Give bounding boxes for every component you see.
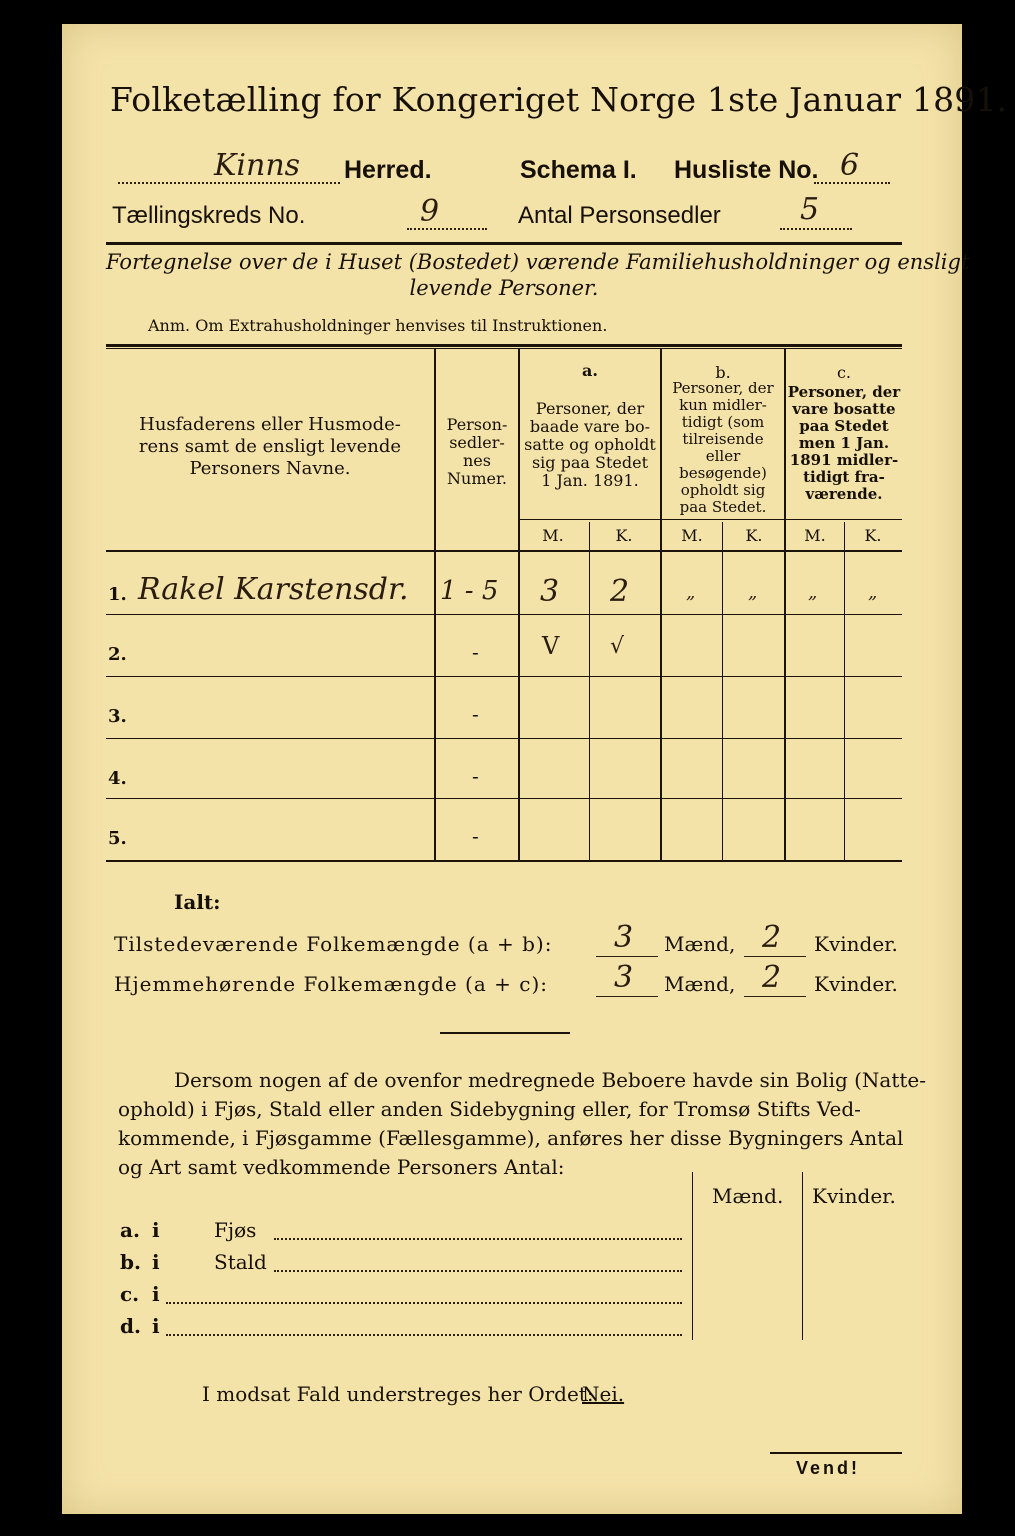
row-3-num: 3. — [108, 706, 127, 727]
row-1-a-k: 2 — [610, 574, 630, 609]
antal-label: Antal Personsedler — [518, 202, 721, 229]
header-numer: Person- sedler- nes Numer. — [446, 415, 508, 488]
row-2-a-k: √ — [610, 634, 625, 659]
header-c-letter: c. — [836, 363, 852, 382]
form-title: Folketælling for Kongeriget Norge 1ste Januar 1891. — [110, 80, 1008, 119]
divider — [440, 1032, 570, 1034]
a-k-label: K. — [615, 526, 633, 545]
row-1-numer: 1 - 5 — [440, 576, 499, 606]
c-m-label: M. — [804, 526, 826, 545]
tilstede-maend-word: Mænd, — [664, 932, 736, 956]
maend-header: Mænd. — [712, 1184, 784, 1208]
row-1-a-m: 3 — [540, 574, 560, 609]
row-1-c-m: „ — [808, 582, 818, 603]
husliste-label: Husliste No. — [674, 156, 819, 184]
row-5-num: 5. — [108, 828, 127, 849]
kvinder-header: Kvinder. — [812, 1184, 896, 1208]
husliste-value: 6 — [840, 148, 860, 183]
header-b: Personer, der kun midler- tidigt (som tilreisende eller besøgende) opholdt sig paa Stedet. — [672, 379, 774, 516]
census-form: Folketælling for Kongeriget Norge 1ste Januar 1891. Kinns Herred. Schema I. Husliste No. 6 Tællingskreds No. 9 Antal Personsedler 5 Fortegnelse over de i Huset (Bostedet) værende Familiehusholdninger og ensligt levende Personer. Anm. Om Extrahusholdninger henvises til Instruktionen. Husfaderens eller Husmode- rens samt de ensligt levende Personers Navne. Person- sedler- nes Numer. a. Personer, der baade vare bo- satte og opholdt sig paa Stedet 1 Jan. 1891. b. Personer, der kun midler- tidigt (som tilreisende eller besøgende) opholdt sig paa Stedet. c. Personer, der vare bosatte paa Stedet men 1 Jan. 1891 midler- tidigt fra- værende. M. K. M. K. M. K. 1. Rakel Karstensdr. 1 - 5 3 2 „ „ „ „ 2. - V √ 3. - 4. - 5. - Ialt: Tilstedeværende Folkemængde (a + b): 3 Mænd, 2 Kvinder. Hjemmehørende Folkemængde (a + c): 3 Mænd, 2 Kvinder. Dersom nogen af de ovenfor medregnede Beboere havde sin Bolig (Natte- ophold) i Fjøs, Stald eller anden Sidebygning eller, for Tromsø Stifts Ved- kommende, i Fjøsgamme (Fællesgamme), anføres her disse Bygningers Antal og Art samt vedkommende Personers Antal: Mænd. Kvinder. a. i Fjøs b. i Stald c. i d. i I modsat Fald understreges her Ordet: Nei. Vend! — [62, 24, 962, 1514]
row-4-numer: - — [472, 764, 479, 788]
vend-text: Vend! — [796, 1458, 861, 1478]
ialt-label: Ialt: — [174, 890, 221, 914]
tilstede-label: Tilstedeværende Folkemængde (a + b): — [114, 932, 553, 956]
nei-word: Nei. — [582, 1382, 625, 1406]
item-d-letter: d. — [120, 1314, 141, 1338]
schema-label: Schema I. — [520, 156, 637, 184]
anm-note: Anm. Om Extrahusholdninger henvises til Instruktionen. — [148, 316, 608, 335]
row-2-numer: - — [472, 640, 479, 664]
item-b-label: Stald — [214, 1250, 267, 1274]
item-a-label: Fjøs — [214, 1218, 257, 1242]
header-c: Personer, der vare bosatte paa Stedet men 1 Jan. 1891 midler- tidigt fra- værende. — [787, 383, 901, 503]
row-4-num: 4. — [108, 768, 127, 789]
item-c-letter: c. — [120, 1282, 140, 1306]
header-a: Personer, der baade vare bo- satte og opholdt sig paa Stedet 1 Jan. 1891. — [524, 399, 656, 490]
buildings-paragraph: Dersom nogen af de ovenfor medregnede Beboere havde sin Bolig (Natte- ophold) i Fjøs, Stald eller anden Sidebygning eller, for Tromsø Stifts Ved- kommende, i Fjøsgamme (Fællesgamme), anføres her disse Bygningers Antal og Art samt vedkommende Personers Antal: — [118, 1068, 927, 1179]
b-m-label: M. — [681, 526, 703, 545]
row-2-a-m: V — [542, 632, 560, 660]
b-k-label: K. — [745, 526, 763, 545]
hjemme-kvinder-word: Kvinder. — [814, 972, 898, 996]
hjemme-kvinder-value: 2 — [762, 960, 782, 995]
header-b-letter: b. — [715, 363, 731, 382]
row-3-numer: - — [472, 702, 479, 726]
kreds-dots — [407, 228, 487, 230]
antal-dots — [780, 228, 852, 230]
modsat-text: I modsat Fald understreges her Ordet: — [202, 1382, 594, 1406]
kreds-label: Tællingskreds No. — [112, 202, 306, 229]
row-5-numer: - — [472, 824, 479, 848]
item-b-letter: b. — [120, 1250, 141, 1274]
row-1-c-k: „ — [868, 582, 878, 603]
table-top-rule — [106, 344, 902, 347]
row-1-b-k: „ — [748, 582, 758, 603]
intro-line1: Fortegnelse over de i Huset (Bostedet) værende Familiehusholdninger og ensligt — [106, 250, 970, 274]
c-k-label: K. — [864, 526, 882, 545]
table-header-rule — [106, 550, 902, 552]
tilstede-kvinder-value: 2 — [762, 920, 782, 955]
header-rule — [106, 242, 902, 245]
row-1-num: 1. — [108, 584, 127, 605]
antal-value: 5 — [800, 192, 820, 227]
row-1-b-m: „ — [686, 582, 696, 603]
kreds-value: 9 — [420, 194, 440, 229]
hjemme-maend-word: Mænd, — [664, 972, 736, 996]
herred-value: Kinns — [214, 148, 301, 183]
intro-line2: levende Personer. — [409, 276, 599, 300]
row-1-name: Rakel Karstensdr. — [138, 572, 409, 607]
row-2-num: 2. — [108, 644, 127, 665]
a-m-label: M. — [542, 526, 564, 545]
hjemme-maend-value: 3 — [614, 960, 634, 995]
hjemme-label: Hjemmehørende Folkemængde (a + c): — [114, 972, 548, 996]
header-names: Husfaderens eller Husmode- rens samt de ensligt levende Personers Navne. — [138, 414, 402, 479]
table-bottom-rule — [106, 860, 902, 862]
tilstede-kvinder-word: Kvinder. — [814, 932, 898, 956]
item-a-letter: a. — [120, 1218, 140, 1242]
tilstede-maend-value: 3 — [614, 920, 634, 955]
herred-label: Herred. — [344, 156, 432, 184]
header-a-letter: a. — [582, 361, 598, 380]
